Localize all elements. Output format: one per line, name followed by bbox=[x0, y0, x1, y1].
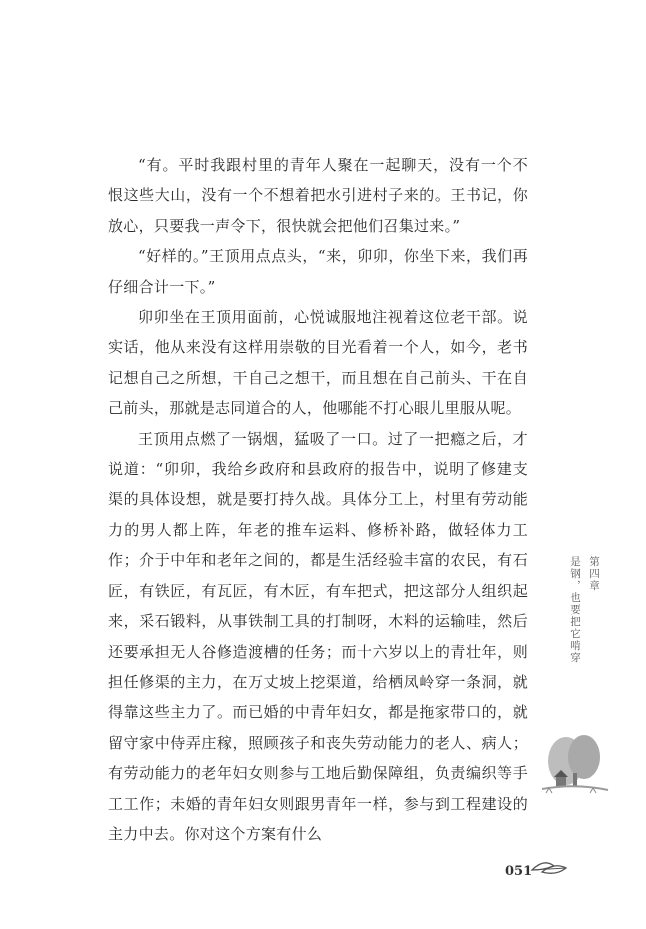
tree-trunk bbox=[573, 773, 577, 787]
paragraph-1: “有。平时我跟村里的青年人聚在一起聊天，没有一个不恨这些大山，没有一个不想着把水引进村子来的。王书记，你放心，只要我一声令下，很快就会把他们召集过来。” bbox=[108, 156, 528, 235]
grass bbox=[546, 788, 596, 793]
body-text bbox=[108, 150, 528, 849]
chapter-side-title bbox=[568, 556, 602, 664]
page-number: 051 bbox=[505, 864, 533, 879]
leaf-ornament-icon bbox=[530, 858, 570, 880]
paragraph-4: 王顶用点燃了一锅烟，猛吸了一口。过了一把瘾之后，才说道：“卯卯，我给乡政府和县政府的报告中，说明了修建支渠的具体设想，就是要打持久战。具体分工上，村里有劳动能力的男人都上阵，年老的推车运料、修桥补路，做轻体力工作；介于中年和老年之间的，都是生活经验丰富的农民，有石匠，有铁匠，有瓦匠，有木匠，有车把式，把这部分人组织起来，采石锻料，从事铁制工具的打制呀，木料的运输哇，然后还要承担无人谷修造渡槽的任务；而十六岁以上的青壮年，则担任修渠的主力，在万丈坡上挖渠道，给栖凤岭穿一条洞，就得靠这些主力了。而已婚的中青年妇女，都是拖家带口的，就留守家中侍弄庄稼，照顾孩子和丧失劳动能力的老人、病人；有劳动能力的老年妇女则参与工地后勤保障组，负责编织等手工工作；未婚的青年妇女则跟男青年一样，参与到工程建设的主力中去。你对这个方案有什么 bbox=[108, 429, 528, 843]
chapter-subtitle: 是钢，也要把它啃穿 bbox=[569, 556, 581, 664]
paragraph-2: “好样的。”王顶用点点头，“来，卯卯，你坐下来，我们再仔细合计一下。” bbox=[108, 247, 528, 296]
tree-canopy-right bbox=[568, 735, 600, 779]
paragraph-3: 卯卯坐在王顶用面前，心悦诚服地注视着这位老干部。说实话，他从来没有这样用崇敬的目光看着一个人，如今，老书记想自己之所想，干自己之想干，而且想在自己前头、干在自己前头，那就是志同道合的人，他哪能不打心眼儿里服从呢。 bbox=[108, 308, 528, 418]
house-body bbox=[556, 777, 566, 786]
chapter-label: 第四章 bbox=[588, 556, 600, 592]
ground-line bbox=[542, 786, 608, 790]
tree-house-illustration bbox=[540, 733, 610, 797]
